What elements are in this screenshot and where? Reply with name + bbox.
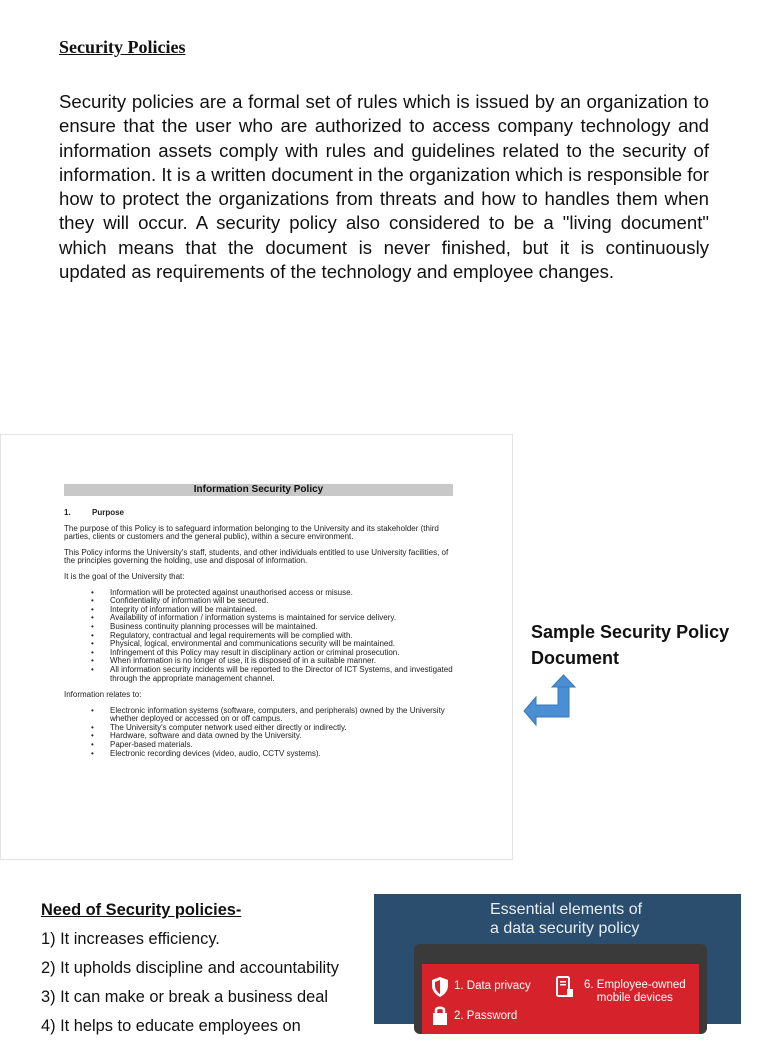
- infographic-title-line: a data security policy: [490, 920, 640, 937]
- need-section: [41, 896, 371, 1041]
- goals-list: [91, 589, 456, 684]
- lock-icon: [430, 1004, 450, 1026]
- infographic-title-line: Essential elements of: [490, 901, 643, 918]
- list-item: • Physical, logical, environmental and communications security will be maintained.: [91, 640, 456, 649]
- security-policy-infographic: [374, 894, 741, 1024]
- list-item: • Electronic recording devices (video, audio, CCTV systems).: [91, 750, 456, 759]
- list-item: 3) It can make or break a business deal: [41, 988, 328, 1006]
- relates-list: [91, 707, 456, 759]
- section-title: Purpose: [92, 508, 125, 517]
- section-number: 1.: [64, 508, 71, 517]
- mobile-device-icon: [554, 976, 574, 998]
- page-title: Security Policies: [59, 37, 186, 57]
- list-item: • The University's computer network used either directly or indirectly.: [91, 724, 456, 733]
- list-item: 4) It helps to educate employees on: [41, 1017, 301, 1035]
- list-item: • Integrity of information will be maintained.: [91, 606, 456, 615]
- intro-paragraph: Security policies are a formal set of rules which is issued by an organization to ensure that the user who are authorized to access company technology and information assets comply with rules and guidelines related to the security of information. It is a written document in the organization which is responsible for how to protect the organizations from threats and how to handles them when they will occur. A security policy also considered to be a "living document" which means that the document is never finished, but it is continuously updated as requirements of the technology and employee changes.: [59, 91, 709, 283]
- document-paragraph: This Policy informs the University's staff, students, and other individuals entitled to use University facilities, of the principles governing the holding, use and disposal of information.: [64, 547, 449, 566]
- list-item: • Regulatory, contractual and legal requirements will be complied with.: [91, 632, 456, 641]
- list-item: • Business continuity planning processes will be maintained.: [91, 623, 456, 632]
- goal-intro: It is the goal of the University that:: [64, 571, 185, 581]
- list-item: • Confidentiality of information will be secured.: [91, 597, 456, 606]
- document-section-heading: [64, 509, 456, 518]
- relates-intro: Information relates to:: [64, 690, 142, 700]
- list-item: 2) It upholds discipline and accountability: [41, 959, 339, 977]
- list-item: • Electronic information systems (software, computers, and peripherals) owned by the University whether deployed or accessed on or off campus.: [91, 707, 456, 724]
- list-item: • Availability of information / information systems is maintained for service delivery.: [91, 614, 456, 623]
- element-employee-owned-devices: [584, 979, 686, 1005]
- sample-document-caption: Sample Security Policy Document: [531, 622, 730, 668]
- need-heading: Need of Security policies-: [41, 901, 242, 919]
- element-password: 2. Password: [454, 1010, 518, 1022]
- element-label-line: 6. Employee-owned: [584, 979, 686, 991]
- list-item: • Information will be protected against unauthorised access or misuse.: [91, 589, 456, 598]
- sample-policy-document-image: [0, 434, 513, 860]
- element-data-privacy: 1. Data privacy: [454, 980, 531, 992]
- list-item: • All information security incidents will be reported to the Director of ICT Systems, and investigated through the appropriate management channel.: [91, 666, 456, 683]
- list-item: 1) It increases efficiency.: [41, 930, 220, 948]
- list-item: • Hardware, software and data owned by the University.: [91, 732, 456, 741]
- bent-arrow-icon: [522, 673, 578, 729]
- list-item: • Infringement of this Policy may result in disciplinary action or criminal prosecution.: [91, 649, 456, 658]
- document-body: [64, 509, 456, 766]
- document-paragraph: The purpose of this Policy is to safeguard information belonging to the University and its stakeholder (third parties, clients or customers and the general public), within a secure environment.: [64, 523, 439, 542]
- infographic-title: [490, 900, 642, 938]
- list-item: • Paper-based materials.: [91, 741, 456, 750]
- list-item: • When information is no longer of use, it is disposed of in a suitable manner.: [91, 657, 456, 666]
- element-label-line: mobile devices: [596, 992, 673, 1004]
- document-header: Information Security Policy: [64, 484, 453, 496]
- shield-icon: [430, 976, 450, 998]
